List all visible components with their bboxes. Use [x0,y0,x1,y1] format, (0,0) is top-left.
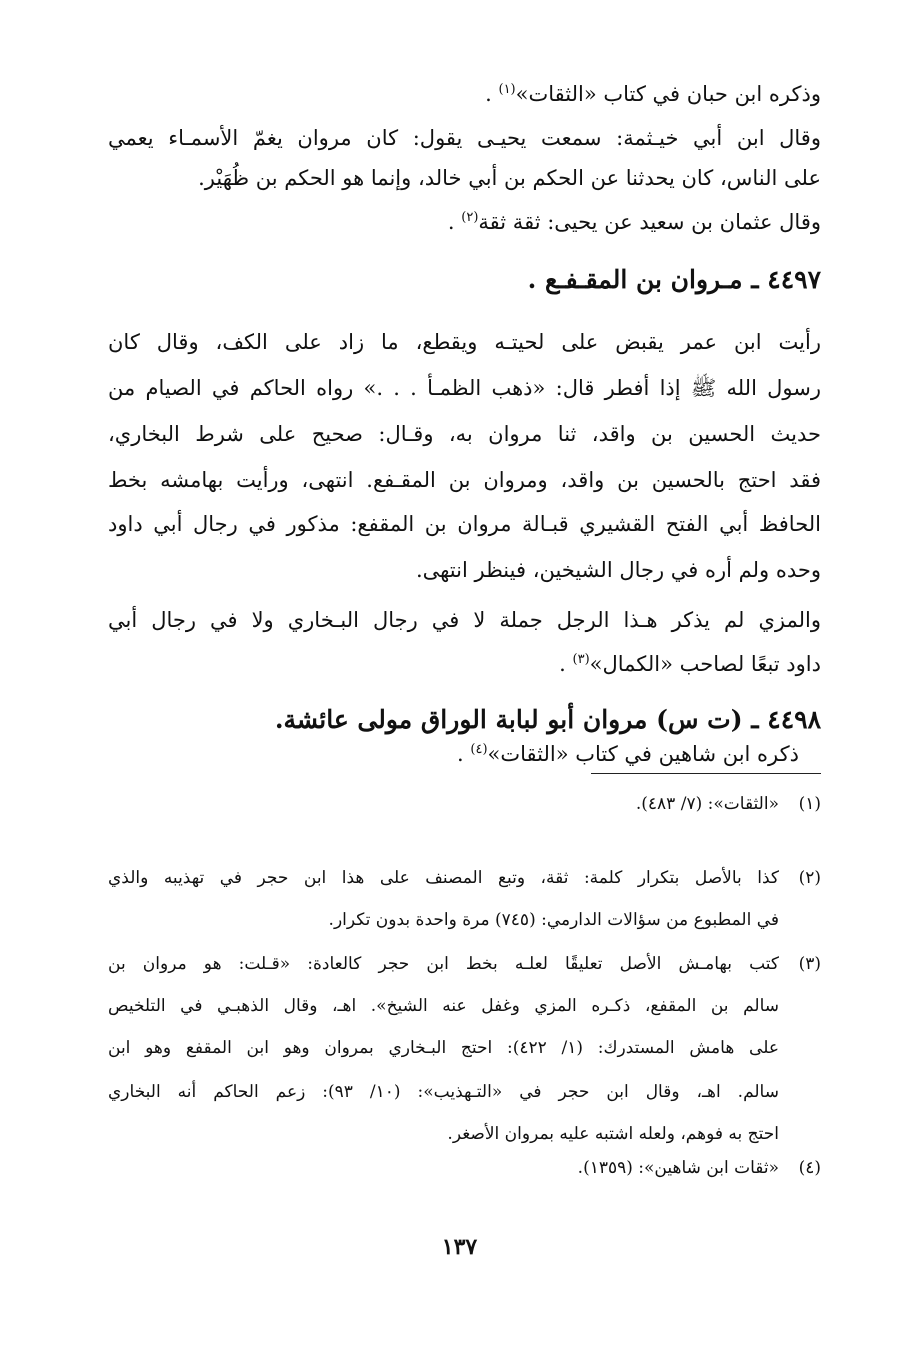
footnote-2-number: (٢) [798,868,821,888]
entry-4497-line-6: وحده ولم أره في رجال الشيخين، فينظر انتهى. [415,558,821,582]
entry-4497-line-8: داود تبعًا لصاحب «الكمال»$^{(٣)}$ . [559,652,821,676]
entry-4497-line-2: رسول الله ﷺ إذا أفطر قال: «ذهب الظمـأ . . .» رواه الحاكم في الصيام من [108,376,821,400]
entry-4497-line-1: رأيت ابن عمر يقبض على لحيتـه ويقطع، ما زاد على الكف، وقال كان [108,330,821,354]
footnote-separator [591,773,821,774]
footnote-3-line-2: سالم بن المقفع، ذكـره المزي وغفل عنه الشيخ». اهـ، وقال الذهبـي في التلخيص [108,996,779,1016]
entry-heading-4498: ٤٤٩٨ ـ (ت س) مروان أبو لبابة الوراق مولى عائشة. [274,705,821,734]
footnote-3-line-5: احتج به فوهم، ولعله اشتبه عليه بمروان الأصغر. [447,1124,779,1144]
footnote-3-number: (٣) [798,954,821,974]
entry-4497-line-3: حديث الحسين بن واقد، ثنا مروان به، وقـال: صحيح على شرط البخاري، [108,422,821,446]
entry-4497-line-7: والمزي لم يذكر هـذا الرجل جملة لا في رجال البـخاري ولا في رجال أبي [108,608,821,632]
footnote-2-line-1: كذا بالأصل بتكرار كلمة: ثقة، وتبع المصنف على هذا ابن حجر في تهذيبه والذي [108,868,779,888]
footnote-2-line-2: في المطبوع من سؤالات الدارمي: (٧٤٥) مرة واحدة بدون تكرار. [328,910,779,930]
footnote-3-line-1: كتب بهامـش الأصل تعليقًا لعلـه بخط ابن حجر كالعادة: «قـلت: هو مروان بن [108,954,779,974]
entry-4497-line-5: الحافظ أبي الفتح القشيري قبـالة مروان بن المقفع: مذكور في رجال أبي داود [108,512,821,536]
text-line-1: وذكره ابن حبان في كتاب «الثقات»$^{(١)}$ . [485,82,821,106]
footnote-3-line-3: على هامش المستدرك: (١/ ٤٢٢): احتج البـخاري بمروان وهو ابن المقفع وهو ابن [108,1038,779,1058]
page-number: ١٣٧ [441,1234,478,1260]
text-line-2: وقال ابن أبي خيـثمة: سمعت يحيـى يقول: كان مروان يغمّ الأسمـاء يعمي [108,126,821,150]
entry-4497-line-4: فقد احتج بالحسين بن واقد، ومروان بن المقـفع. انتهى، ورأيت بهامشه بخط [108,468,821,492]
footnote-4-number: (٤) [798,1158,821,1178]
text-line-4: وقال عثمان بن سعيد عن يحيى: ثقة ثقة$^{(٢)}$ . [447,210,821,234]
entry-4498-line-1: ذكره ابن شاهين في كتاب «الثقات»$^{(٤)}$ . [457,742,799,766]
footnote-3-line-4: سالم. اهـ، وقال ابن حجر في «التـهذيب»: (١٠/ ٩٣): زعم الحاكم أنه البخاري [108,1082,779,1102]
footnote-1-number: (١) [798,794,821,814]
footnote-1-line-1: «الثقات»: (٧/ ٤٨٣). [635,794,779,814]
text-line-3: على الناس، كان يحدثنا عن الحكم بن أبي خالد، وإنما هو الحكم بن ظُهَيْر. [198,166,821,190]
footnote-4-line-1: «ثقات ابن شاهين»: (١٣٥٩). [577,1158,779,1178]
entry-heading-4497: ٤٤٩٧ ـ مـروان بن المقـفـع . [527,265,821,294]
